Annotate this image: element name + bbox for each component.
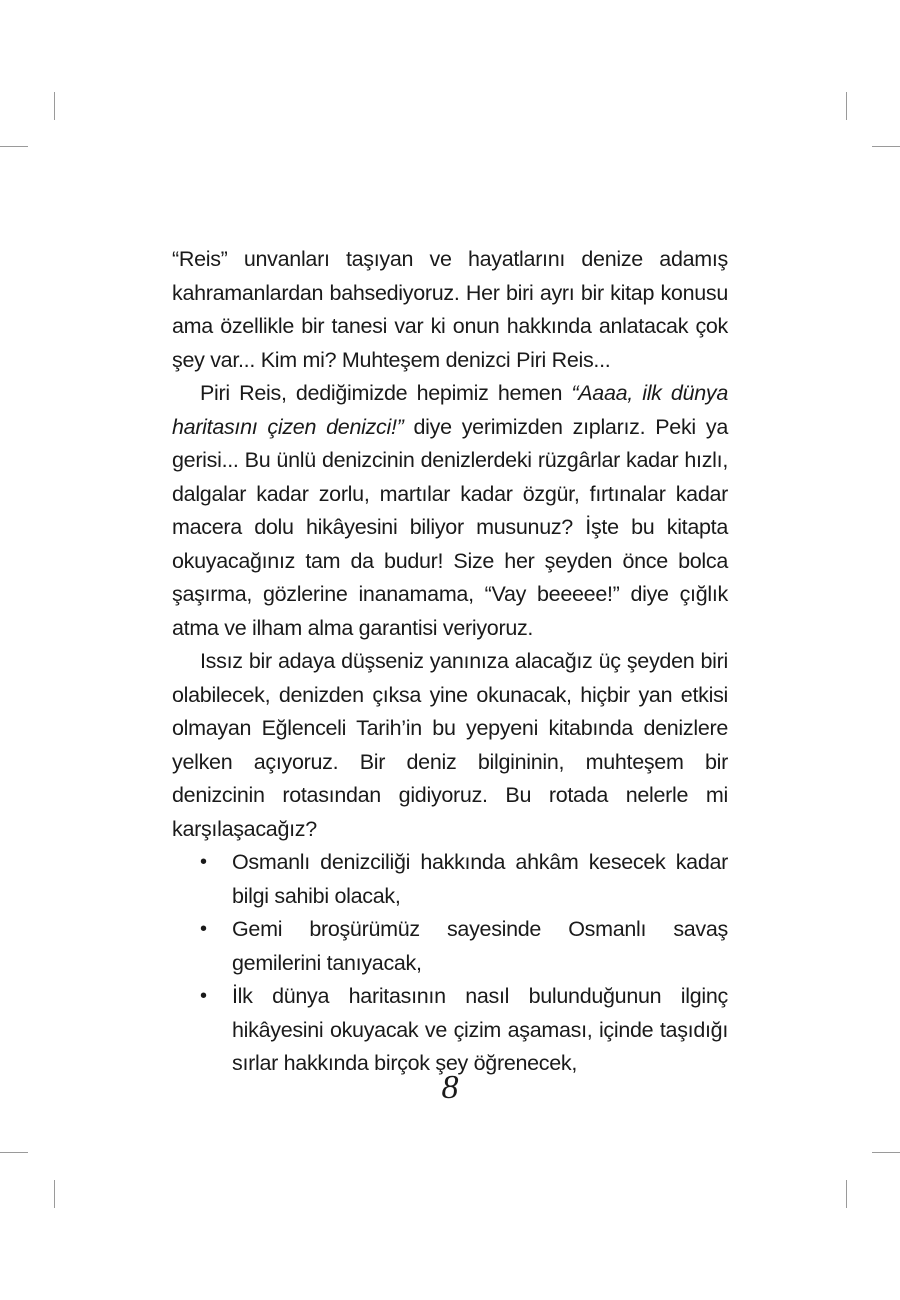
paragraph-2-text-end: diye yerimizden zıplarız. Peki ya gerisi... Bu ünlü denizcinin denizlerdeki rüzgârlar kadar hızlı, dalgalar kadar zorlu, martılar kadar özgür, fırtınalar kadar macera dolu hikâyesini biliyor musunuz? İşte bu kitapta okuyacağınız tam da budur! Size her şeyden önce bolca şaşırma, gözlerine inanamama, “Vay beeeee!” diye çığlık atma ve ilham alma garantisi veriyoruz.: [172, 414, 728, 640]
page-number: 8: [441, 1069, 459, 1106]
paragraph-2-italic-quote: “Aaaa, ilk dünya haritasını çizen denizci!”: [172, 381, 728, 439]
bullet-item-1: [200, 846, 728, 913]
crop-mark-bottom-left-horizontal: [0, 1152, 28, 1153]
bullet-list: [172, 846, 728, 1081]
crop-mark-bottom-right-horizontal: [872, 1152, 900, 1153]
bullet-dot-icon: •: [200, 851, 207, 873]
bullet-item-3: [200, 980, 728, 1081]
paragraph-3-text: Issız bir adaya düşseniz yanınıza alacağız üç şeyden biri olabilecek, denizden çıksa yine okunacak, hiçbir yan etkisi olmayan Eğlenceli Tarih’in bu yepyeni kitabında denizlere yelken açıyoruz. Bir deniz bilgininin, muhteşem bir denizcinin rotasından gidiyoruz. Bu rotada nelerle mi karşılaşacağız?: [172, 649, 728, 841]
bullet-item-1-text: Osmanlı denizciliği hakkında ahkâm kesecek kadar bilgi sahibi olacak,: [232, 850, 728, 908]
paragraph-1: [172, 243, 728, 377]
bullet-item-3-text: İlk dünya haritasının nasıl bulunduğunun ilginç hikâyesini okuyacak ve çizim aşaması, içinde taşıdığı sırlar hakkında birçok şey öğrenecek,: [232, 984, 728, 1075]
paragraph-2-text-start: Piri Reis, dediğimizde hepimiz hemen: [200, 381, 572, 405]
paragraph-2: [172, 377, 728, 645]
crop-mark-top-right-horizontal: [872, 146, 900, 147]
paragraph-1-text: “Reis” unvanları taşıyan ve hayatlarını denize adamış kahramanlardan bahsediyoruz. Her biri ayrı bir kitap konusu ama özellikle bir tanesi var ki onun hakkında anlatacak çok şey var... Kim mi? Muhteşem denizci Piri Reis...: [172, 247, 728, 372]
crop-mark-bottom-right-vertical: [846, 1180, 847, 1208]
bullet-item-2-text: Gemi broşürümüz sayesinde Osmanlı savaş gemilerini tanıyacak,: [232, 917, 728, 975]
crop-mark-bottom-left-vertical: [54, 1180, 55, 1208]
bullet-item-2: [200, 913, 728, 980]
paragraph-3: [172, 645, 728, 846]
crop-mark-top-right-vertical: [846, 92, 847, 120]
book-page-body: [172, 243, 728, 1081]
bullet-dot-icon: •: [200, 918, 207, 940]
crop-mark-top-left-vertical: [54, 92, 55, 120]
bullet-dot-icon: •: [200, 985, 207, 1007]
crop-mark-top-left-horizontal: [0, 146, 28, 147]
